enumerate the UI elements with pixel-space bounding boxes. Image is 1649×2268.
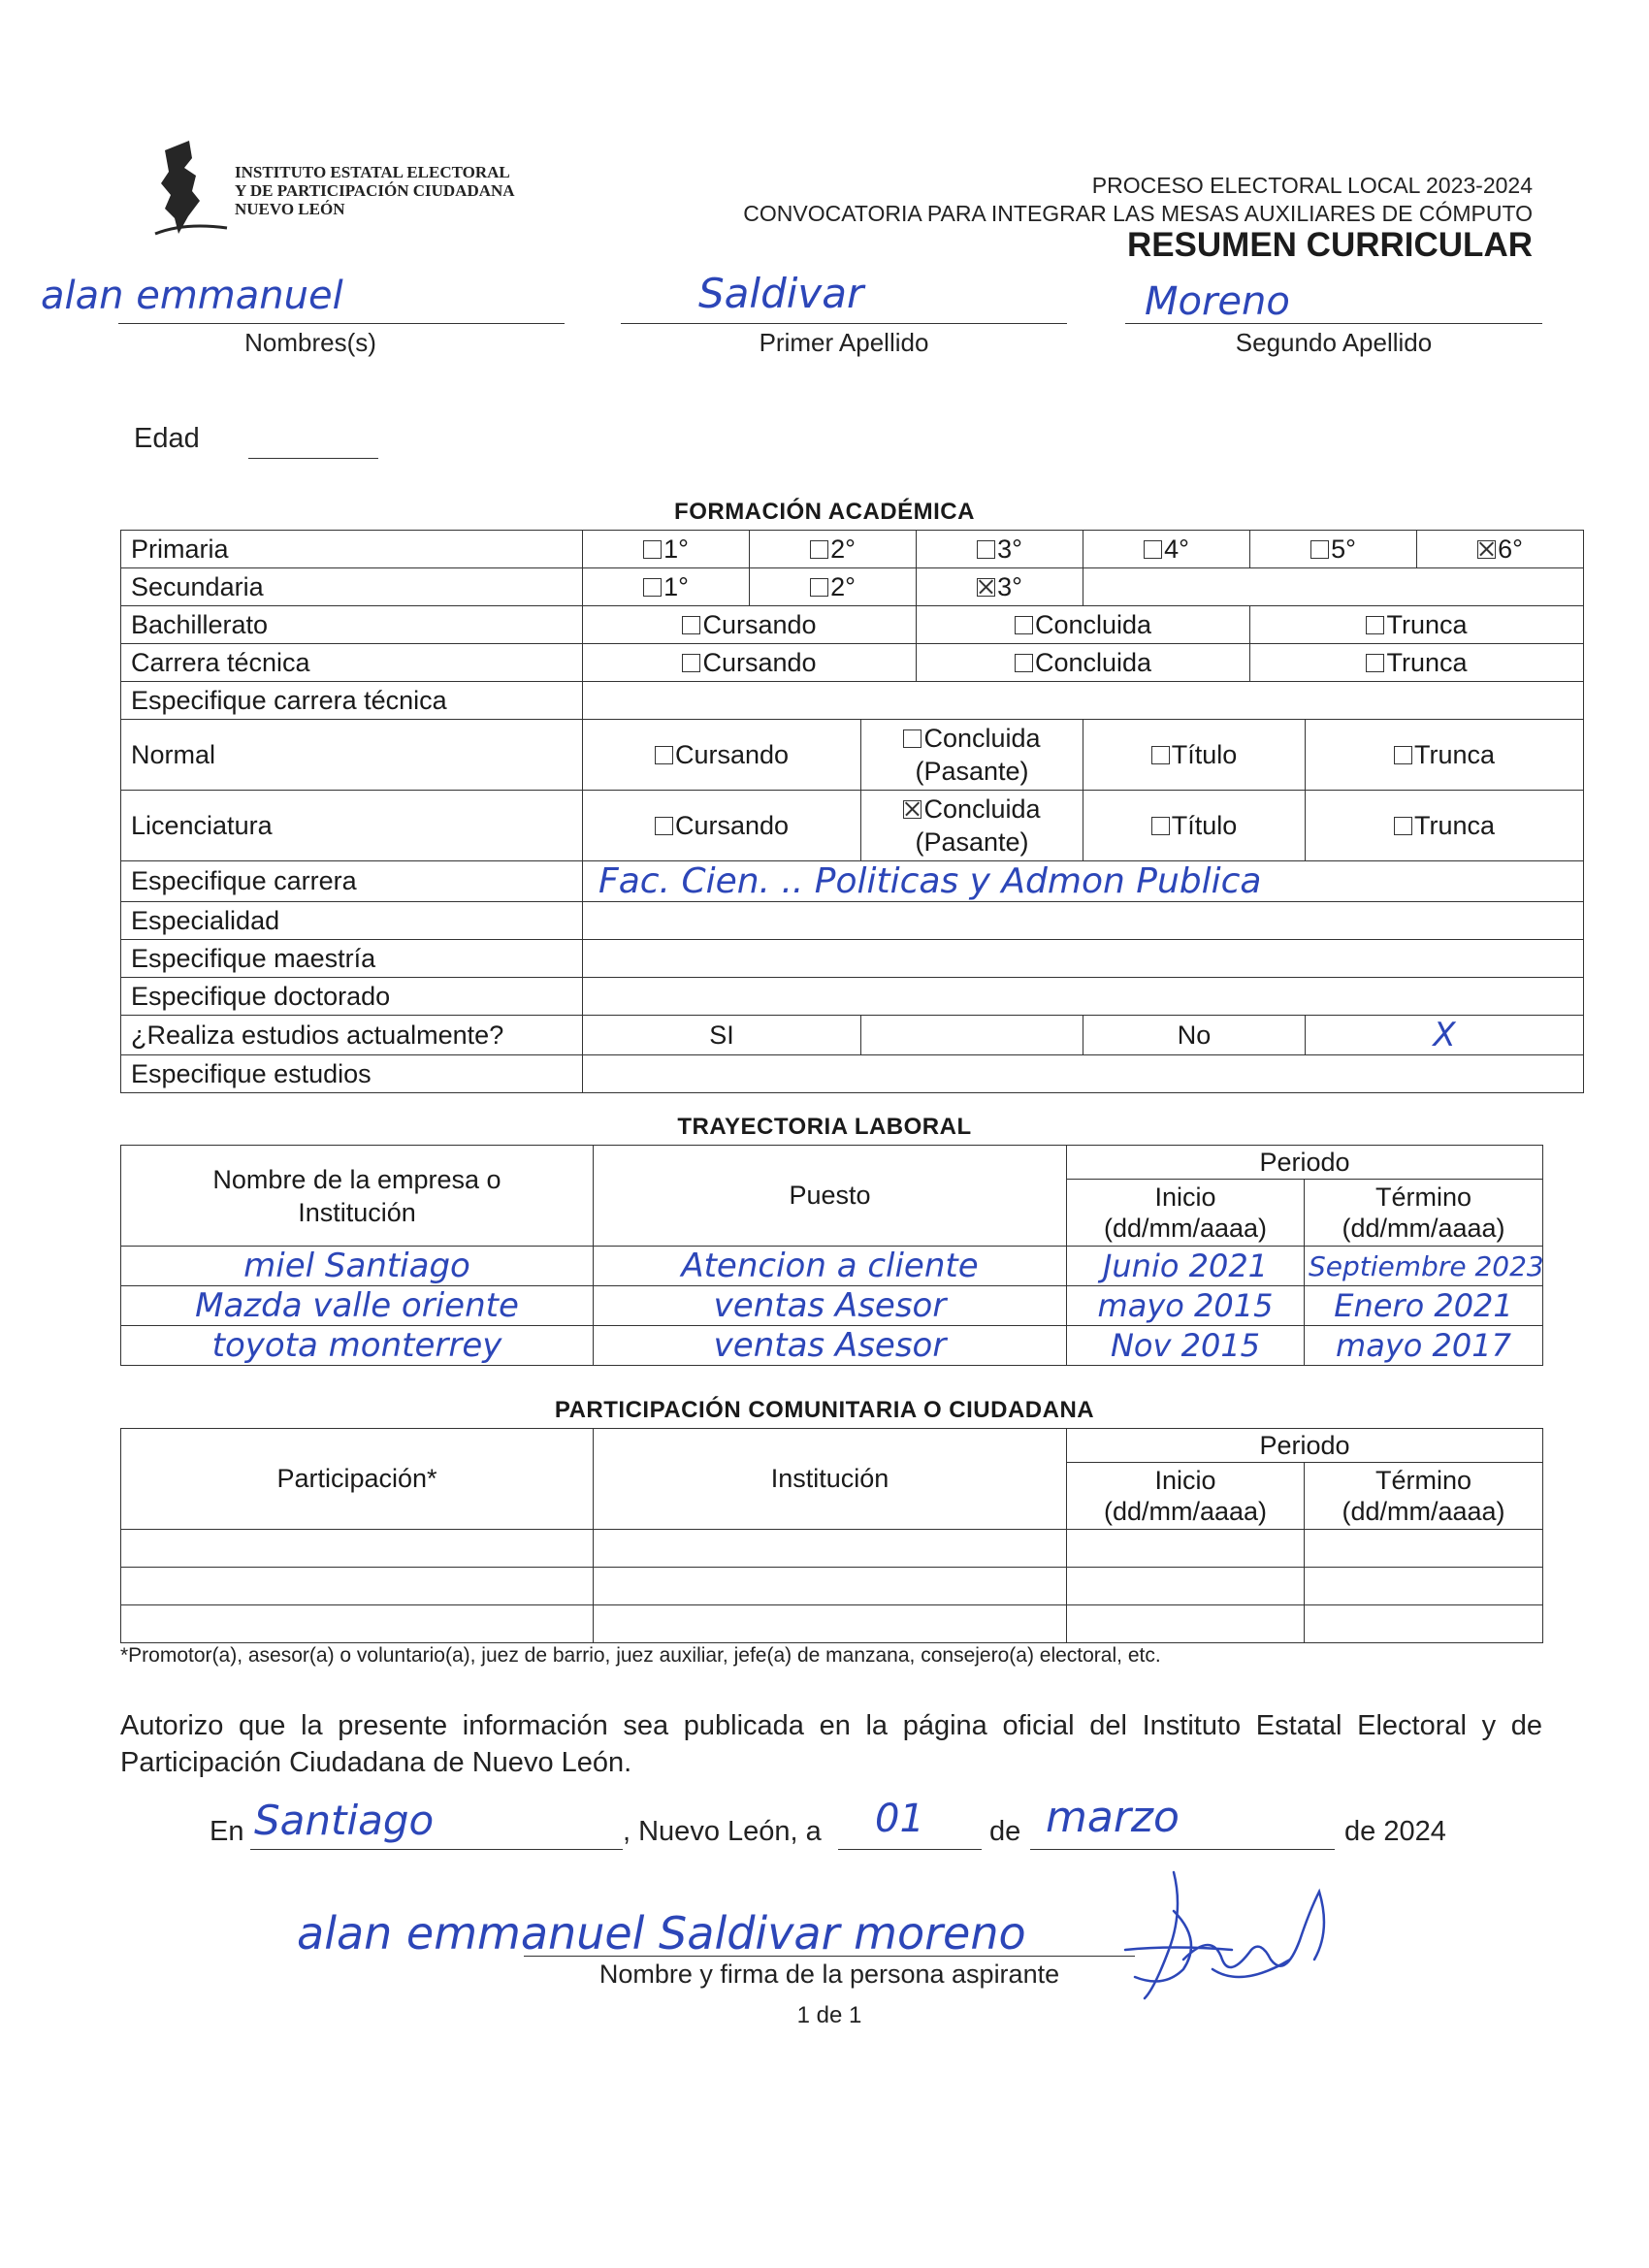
institucion-cell[interactable] [594,1605,1067,1643]
de-label: de [989,1816,1021,1847]
carrera-tecnica-concluida[interactable]: Concluida [917,644,1250,682]
edad-line [248,458,378,459]
normal-trunca[interactable]: Trunca [1306,720,1584,791]
checkbox-icon [1366,654,1384,672]
checkbox-icon [1151,817,1170,835]
licenciatura-cursando[interactable]: Cursando [583,791,861,861]
table-row [121,1326,1543,1366]
termino-cell[interactable]: Enero 2021 [1305,1286,1543,1326]
especialidad-row [121,902,1584,940]
especifique-carrera-label: Especifique carrera [121,861,583,902]
especifique-carrera-row [121,861,1584,902]
estudios-actuales-row [121,1016,1584,1055]
normal-concluida[interactable]: Concluida (Pasante) [861,720,1083,791]
primer-apellido-line [621,323,1067,324]
process-name: PROCESO ELECTORAL LOCAL 2023-2024 [1091,173,1533,198]
bachillerato-trunca[interactable]: Trunca [1250,606,1584,644]
table-row [121,1286,1543,1326]
participacion-title: PARTICIPACIÓN COMUNITARIA O CIUDADANA [554,1397,1095,1423]
estudios-si-label: SI [583,1016,861,1055]
carrera-tecnica-cursando[interactable]: Cursando [583,644,917,682]
inicio-cell[interactable] [1067,1530,1305,1568]
empresa-cell[interactable]: toyota monterrey [121,1326,594,1366]
col-puesto: Puesto [594,1146,1067,1247]
primaria-option-5[interactable]: 5° [1250,531,1417,568]
firma-label: Nombre y firma de la persona aspirante [598,1960,1060,1989]
termino-cell[interactable] [1305,1605,1543,1643]
carrera-tecnica-row [121,644,1584,682]
checkbox-icon [903,729,922,748]
secundaria-option-1[interactable]: 1° [583,568,750,606]
nombres-value: alan emmanuel [41,274,343,318]
estado-label: , Nuevo León, a [623,1816,822,1847]
col-empresa: Nombre de la empresa o Institución [121,1146,594,1247]
especialidad-label: Especialidad [121,902,583,940]
segundo-apellido-label: Segundo Apellido [1235,328,1433,357]
col-institucion: Institución [594,1429,1067,1530]
participacion-header-row [121,1429,1543,1463]
nombres-label: Nombres(s) [244,328,376,357]
primaria-option-4[interactable]: 4° [1083,531,1250,568]
primaria-label: Primaria [121,531,583,568]
col-inicio: Inicio (dd/mm/aaaa) [1067,1180,1305,1247]
autorizacion-text: Autorizo que la presente información sea publicada en la página oficial del Instituto Estatal Electoral y de Participación Ciudadana de Nuevo León. [120,1710,1542,1778]
mes-value[interactable]: marzo [1046,1793,1180,1842]
inicio-cell[interactable] [1067,1605,1305,1643]
primaria-option-2[interactable]: 2° [750,531,917,568]
primaria-option-1[interactable]: 1° [583,531,750,568]
page-title: RESUMEN CURRICULAR [1126,226,1533,264]
doctorado-label: Especifique doctorado [121,978,583,1016]
licenciatura-row [121,791,1584,861]
institucion-cell[interactable] [594,1568,1067,1605]
table-row [121,1568,1543,1605]
dia-line [838,1849,982,1850]
licenciatura-label: Licenciatura [121,791,583,861]
normal-row [121,720,1584,791]
primer-apellido-label: Primer Apellido [759,328,929,357]
secundaria-row [121,568,1584,606]
primer-apellido-value: Saldivar [698,270,864,317]
termino-cell[interactable] [1305,1568,1543,1605]
process-heading [563,172,1533,228]
checkbox-icon [1394,746,1412,764]
institute-line-1: INSTITUTO ESTATAL ELECTORAL [235,163,510,181]
col-periodo: Periodo [1067,1429,1543,1463]
col-termino: Término (dd/mm/aaaa) [1305,1463,1543,1530]
primaria-row [121,531,1584,568]
primaria-option-3[interactable]: 3° [917,531,1083,568]
edad-label: Edad [134,423,200,454]
firma-line [524,1956,1135,1957]
table-row [121,1530,1543,1568]
especialidad-value[interactable] [583,902,1584,940]
bachillerato-label: Bachillerato [121,606,583,644]
institute-name [235,163,515,218]
participacion-cell[interactable] [121,1530,594,1568]
doctorado-value[interactable] [583,978,1584,1016]
checkbox-icon [977,540,995,559]
checkbox-icon [643,578,662,597]
empresa-cell[interactable]: Mazda valle oriente [121,1286,594,1326]
bachillerato-cursando[interactable]: Cursando [583,606,917,644]
trayectoria-title: TRAYECTORIA LABORAL [677,1114,972,1140]
formacion-table [120,530,1584,1093]
signature-icon [1116,1853,1348,2018]
checkbox-icon [1394,817,1412,835]
checkbox-icon [682,654,700,672]
especifique-carrera-tecnica-label: Especifique carrera técnica [121,682,583,720]
secundaria-blank [1083,568,1584,606]
segundo-apellido-value: Moreno [1145,279,1290,324]
doctorado-row [121,978,1584,1016]
especifique-carrera-tecnica-value[interactable] [583,682,1584,720]
estudios-si-mark[interactable] [861,1016,1083,1055]
mes-line [1030,1849,1335,1850]
participacion-footnote: *Promotor(a), asesor(a) o voluntario(a), juez de barrio, juez auxiliar, jefe(a) de manzana, consejero(a) electoral, etc. [120,1644,1161,1667]
normal-cursando[interactable]: Cursando [583,720,861,791]
carrera-tecnica-trunca[interactable]: Trunca [1250,644,1584,682]
checkbox-icon [1015,616,1033,634]
estudios-no-label: No [1083,1016,1306,1055]
especifique-estudios-row [121,1055,1584,1093]
checkbox-icon [1144,540,1162,559]
participacion-table [120,1428,1543,1643]
checkbox-icon [1015,654,1033,672]
especifique-estudios-label: Especifique estudios [121,1055,583,1093]
especifique-carrera-tecnica-row [121,682,1584,720]
especifique-estudios-value[interactable] [583,1055,1584,1093]
call-name: CONVOCATORIA PARA INTEGRAR LAS MESAS AUXILIARES DE CÓMPUTO [743,201,1533,226]
carrera-tecnica-label: Carrera técnica [121,644,583,682]
checked-checkbox-icon [903,800,922,819]
trayectoria-header-row [121,1146,1543,1180]
secundaria-label: Secundaria [121,568,583,606]
dia-value[interactable]: 01 [875,1797,924,1841]
termino-cell[interactable]: Septiembre 2023 [1305,1247,1543,1286]
inicio-cell[interactable] [1067,1568,1305,1605]
empresa-cell[interactable]: miel Santiago [121,1247,594,1286]
col-termino: Término (dd/mm/aaaa) [1305,1180,1543,1247]
checkbox-icon [810,578,828,597]
maestria-value[interactable] [583,940,1584,978]
participacion-cell[interactable] [121,1605,594,1643]
especifique-carrera-value[interactable] [583,861,1584,902]
bachillerato-row [121,606,1584,644]
checkbox-icon [1366,616,1384,634]
lugar-value[interactable]: Santiago [254,1797,435,1844]
checkbox-icon [643,540,662,559]
page-number: 1 de 1 [796,2002,862,2028]
puesto-cell[interactable]: ventas Asesor [594,1326,1067,1366]
trayectoria-table [120,1145,1543,1366]
anio-label: de 2024 [1344,1816,1446,1847]
inicio-cell[interactable]: Nov 2015 [1067,1326,1305,1366]
maestria-row [121,940,1584,978]
maestria-label: Especifique maestría [121,940,583,978]
secundaria-option-2[interactable]: 2° [750,568,917,606]
primaria-option-6[interactable]: 6° [1417,531,1584,568]
licenciatura-trunca[interactable]: Trunca [1306,791,1584,861]
lugar-line [250,1849,623,1850]
puesto-cell[interactable]: ventas Asesor [594,1286,1067,1326]
institute-line-3: NUEVO LEÓN [235,200,345,218]
especifique-carrera-handwriting: Fac. Cien. .. Politicas y Admon Publica [598,861,1262,901]
col-participacion: Participación* [121,1429,594,1530]
institute-logo [136,141,242,247]
firma-nombre: alan emmanuel Saldivar moreno [297,1907,1026,1960]
participacion-cell[interactable] [121,1568,594,1605]
table-row [121,1605,1543,1643]
checkbox-icon [1310,540,1329,559]
col-inicio: Inicio (dd/mm/aaaa) [1067,1463,1305,1530]
segundo-apellido-line [1125,323,1542,324]
en-label: En [210,1816,244,1847]
estudios-actuales-label: ¿Realiza estudios actualmente? [121,1016,583,1055]
estudios-no-mark[interactable] [1306,1016,1584,1055]
checked-checkbox-icon [1477,540,1496,559]
estudios-no-handwriting: X [1433,1016,1456,1054]
secundaria-option-3[interactable]: 3° [917,568,1083,606]
col-periodo: Periodo [1067,1146,1543,1180]
normal-titulo[interactable]: Título [1083,720,1306,791]
table-row [121,1247,1543,1286]
termino-cell[interactable]: mayo 2017 [1305,1326,1543,1366]
checkbox-icon [655,746,673,764]
inicio-cell[interactable]: Junio 2021 [1067,1247,1305,1286]
termino-cell[interactable] [1305,1530,1543,1568]
bachillerato-concluida[interactable]: Concluida [917,606,1250,644]
nombres-line [118,323,565,324]
checkbox-icon [810,540,828,559]
checkbox-icon [682,616,700,634]
licenciatura-titulo[interactable]: Título [1083,791,1306,861]
puesto-cell[interactable]: Atencion a cliente [594,1247,1067,1286]
checked-checkbox-icon [977,578,995,597]
formacion-title: FORMACIÓN ACADÉMICA [674,499,975,525]
checkbox-icon [1151,746,1170,764]
inicio-cell[interactable]: mayo 2015 [1067,1286,1305,1326]
licenciatura-concluida[interactable]: Concluida (Pasante) [861,791,1083,861]
institucion-cell[interactable] [594,1530,1067,1568]
normal-label: Normal [121,720,583,791]
institute-line-2: Y DE PARTICIPACIÓN CIUDADANA [235,181,515,200]
checkbox-icon [655,817,673,835]
